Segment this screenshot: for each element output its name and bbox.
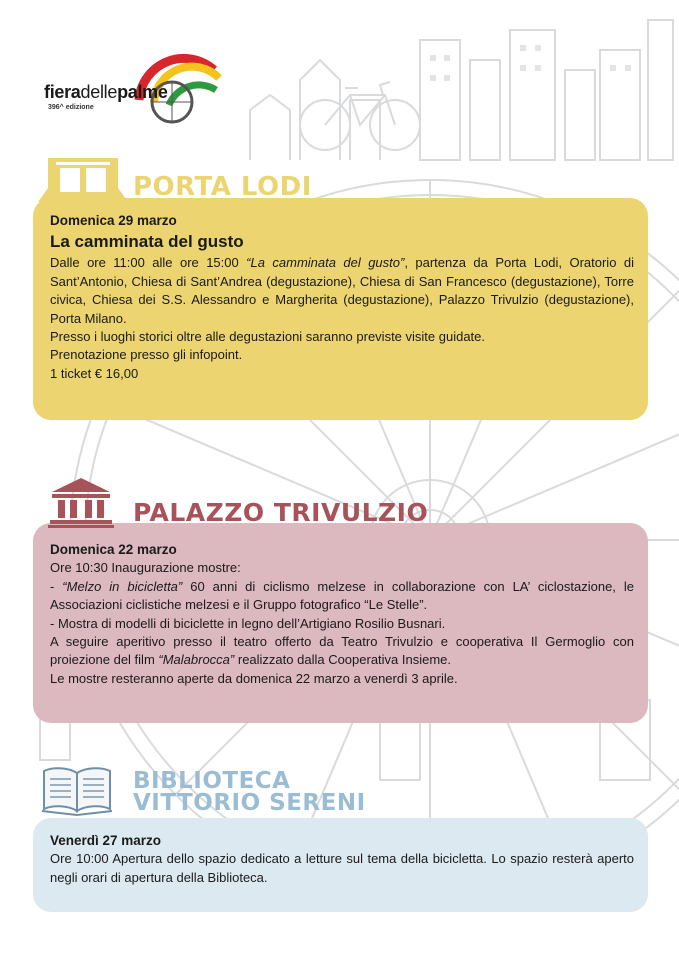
- palazzo-trivulzio-date: Domenica 22 marzo: [50, 542, 177, 557]
- biblioteca-title-line2: VITTORIO SERENI: [133, 790, 366, 816]
- logo-word-delle: delle: [80, 82, 118, 102]
- exhibit-1-description: 60 anni di ciclismo melzese in collaborazione con LA’ ciclostazione, le Associazioni ciclistiche melzesi e il Gruppo fotografico “Le Stelle”.: [50, 578, 634, 613]
- exhibit-1-italic-title: “Melzo in bicicletta”: [62, 578, 183, 594]
- biblioteca-event-box: [33, 818, 648, 912]
- porta-lodi-visits: Presso i luoghi storici oltre alle degustazioni saranno previste visite guidate.: [50, 329, 486, 345]
- gate-icon: [38, 158, 128, 202]
- porta-lodi-desc-italic: “La camminata del gusto”: [246, 255, 405, 271]
- palazzo-trivulzio-exhibit-2: - Mostra di modelli di biciclette in legno dell’Artigiano Rosilio Busnari.: [50, 615, 446, 631]
- fiera-delle-palme-logo: [44, 30, 234, 125]
- logo-edition: 396^ edizione: [48, 104, 94, 111]
- porta-lodi-title: PORTA LODI: [133, 172, 312, 202]
- logo-wordmark: [44, 82, 168, 103]
- porta-lodi-event-title: La camminata del gusto: [50, 232, 244, 252]
- porta-lodi-description: [50, 254, 634, 328]
- aperitivo-start: A seguire aperitivo presso il teatro offerto da Teatro Trivulzio e cooperativa Il Germoglio con proiezione del film: [50, 634, 634, 668]
- open-book-icon: [40, 765, 114, 817]
- palazzo-trivulzio-inauguration: Ore 10:30 Inaugurazione mostre:: [50, 560, 241, 576]
- porta-lodi-booking: Prenotazione presso gli infopoint.: [50, 347, 243, 363]
- palazzo-trivulzio-event-box: [33, 523, 648, 723]
- biblioteca-date: Venerdì 27 marzo: [50, 833, 162, 848]
- porta-lodi-desc-start: Dalle ore 11:00 alle ore 15:00: [50, 255, 247, 271]
- aperitivo-end: realizzato dalla Cooperativa Insieme.: [234, 652, 452, 668]
- palazzo-trivulzio-exhibit-1: [50, 578, 634, 615]
- porta-lodi-event-box: [33, 198, 648, 420]
- porta-lodi-ticket: 1 ticket € 16,00: [50, 365, 139, 381]
- porta-lodi-date: Domenica 29 marzo: [50, 213, 177, 228]
- logo-word-fiera: fiera: [44, 82, 81, 102]
- palace-icon: [48, 478, 114, 528]
- biblioteca-description: Ore 10:00 Apertura dello spazio dedicato a letture sul tema della bicicletta. Lo spazio resterà aperto negli orari di apertura della Biblioteca.: [50, 851, 634, 885]
- exhibit-1-dash: -: [50, 578, 63, 594]
- palazzo-trivulzio-dates: Le mostre resteranno aperte da domenica 22 marzo a venerdì 3 aprile.: [50, 670, 458, 686]
- palazzo-trivulzio-title: PALAZZO TRIVULZIO: [133, 498, 429, 527]
- porta-lodi-desc-end: , partenza da Porta Lodi, Oratorio di Sant’Antonio, Chiesa di Sant’Andrea (degustazione), Chiesa di San Francesco (degustazione), Torre civica, Chiesa dei S.S. Alessandro e Margherita (degustazione), Palazzo Trivulzio (degustazione), Porta Milano.: [50, 255, 634, 326]
- palazzo-trivulzio-aperitivo: [50, 633, 634, 670]
- logo-word-palme: palme: [117, 82, 168, 102]
- aperitivo-film-title: “Malabrocca”: [158, 652, 235, 668]
- biblioteca-title: [133, 770, 366, 814]
- biblioteca-title-line1: BIBLIOTECA: [133, 768, 291, 794]
